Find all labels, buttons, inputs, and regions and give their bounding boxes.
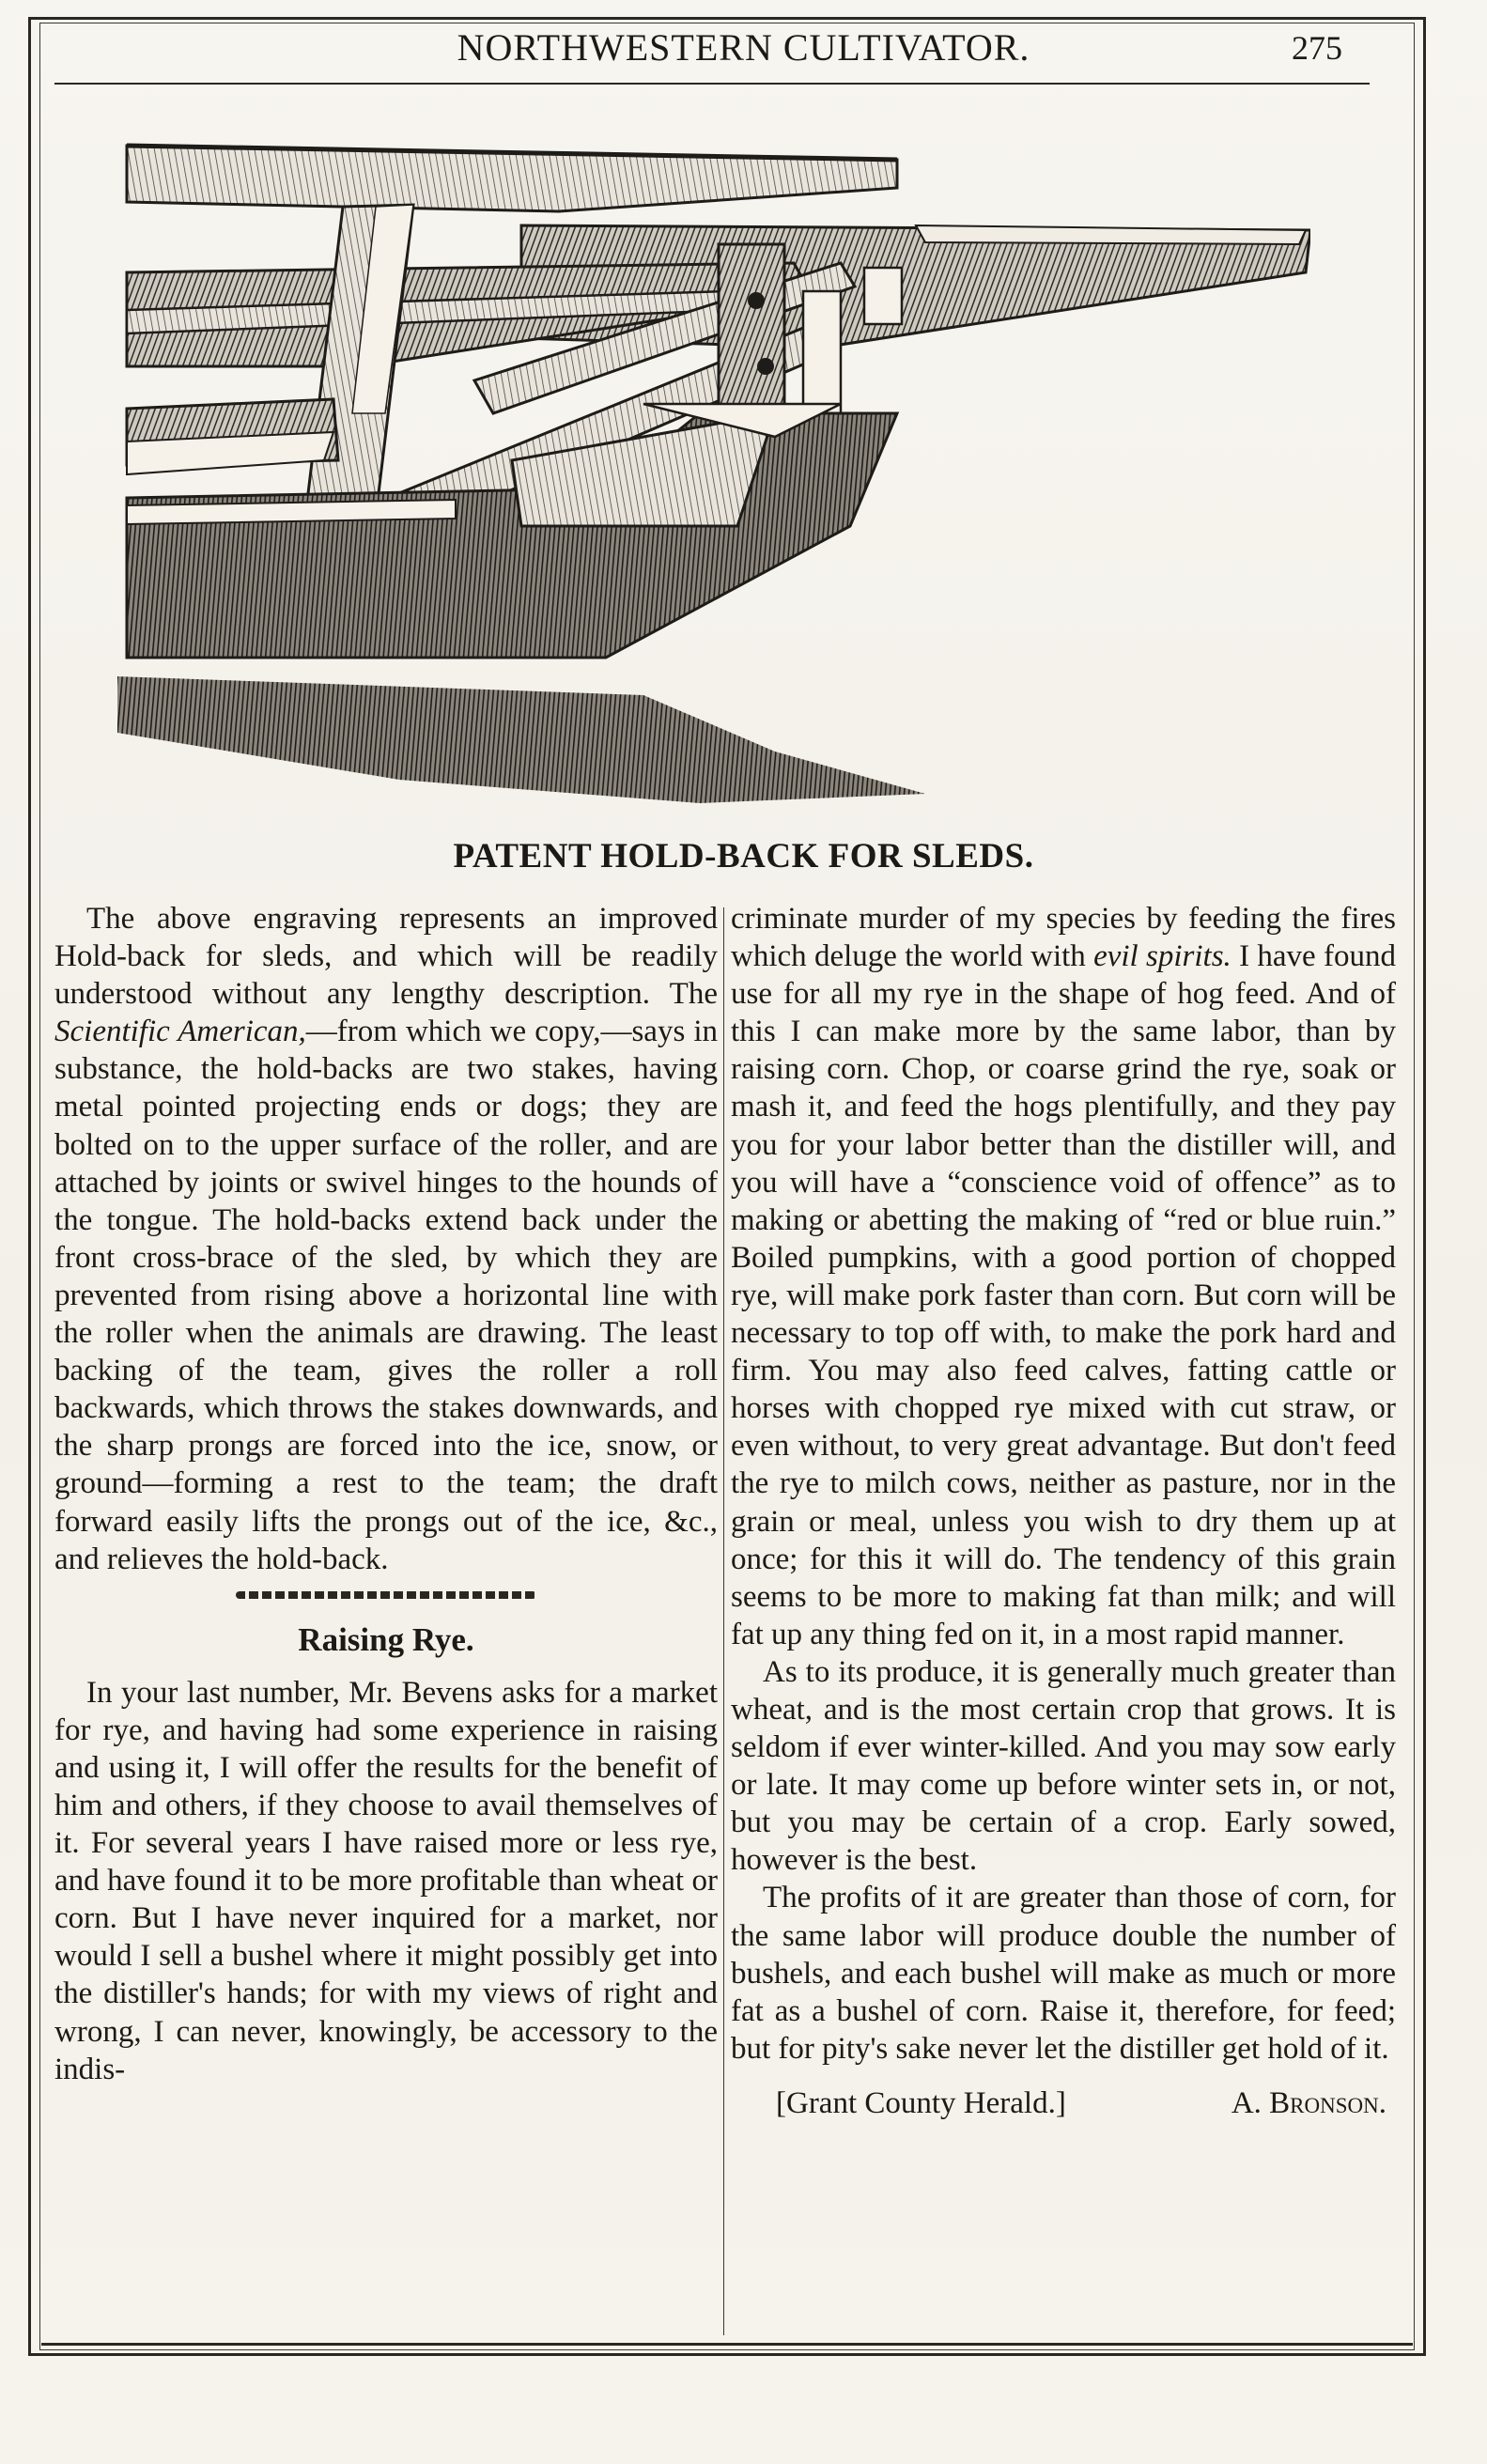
raising-rye-heading: Raising Rye. xyxy=(298,1620,474,1658)
raising-rye-paragraph-1-continued xyxy=(731,900,1396,1653)
left-column xyxy=(54,900,718,2088)
article-signature xyxy=(731,2084,1396,2122)
hold-back-article-body xyxy=(54,900,718,1578)
rye-continued-text-b: I have found use for all my rye in the shape of hog feed. And of this I can make more by the same labor, than by raising corn. Chop, or coarse grind the rye, soak or mash it, and feed the hogs plentifully, and they pay you for your labor better than the distiller will, and you will have a “conscience void of offence” as to making or abetting the making of “red or blue ruin.” Boiled pumpkins, with a good portion of chopped rye, will make pork faster than corn. But corn will be necessary to top off with, to make the pork hard and firm. You may also feed calves, fatting cattle or horses with chopped rye mixed with cut straw, or even without, to very great advantage. But don't feed the rye to milch cows, neither as pasture, nor in the grain or meal, unless you wish to dry them up at once; for this it will do. The tendency of this grain seems to be more to making fat than milk; and will fat up any thing fed on it, in a most rapid manner. xyxy=(731,939,1396,1651)
hold-back-body-suffix: —from which we copy,—says in substance, the hold-backs are two stakes, having metal pointed projecting ends or dogs; they are bolted on to the upper surface of the roller, and are attached by joints or swivel hinges to the hounds of the tongue. The hold-backs extend back under the front cross-brace of the sled, by which they are prevented from rising above a horizontal line with the roller when the animals are drawing. The least backing of the team, gives the roller a roll backwards, which throws the stakes downwards, and the sharp prongs are forced into the ice, snow, or ground—forming a rest to the team; the draft forward easily lifts the prongs out of the ice, &c., and relieves the hold-back. xyxy=(54,1015,718,1576)
section-wavy-rule xyxy=(236,1591,536,1599)
engraving-caption: PATENT HOLD-BACK FOR SLEDS. xyxy=(453,837,1034,876)
hold-back-body-source-title: Scientific American, xyxy=(54,1015,306,1049)
sled-hold-back-engraving-icon xyxy=(117,132,1310,827)
rye-continued-text-a: criminate murder of my species by feeding the fires which deluge the world with xyxy=(731,902,1396,974)
column-divider xyxy=(723,907,724,2335)
page-number: 275 xyxy=(1292,29,1342,67)
raising-rye-paragraph-1-left: In your last number, Mr. Bevens asks for a market for rye, and having had some experience in raising and using it, I will offer the results for the benefit of him and others, if they choose to avail themselves of it. For several years I have raised more or less rye, and have found it to be more profitable than wheat or corn. But I have never inquired for a market, nor would I sell a bushel where it might possibly get into the distiller's hands; for with my views of right and wrong, I can never, knowingly, be accessory to the indis- xyxy=(54,1675,718,2086)
bottom-rule xyxy=(41,2343,1413,2346)
source-credit: [Grant County Herald.] xyxy=(776,2085,1066,2120)
right-column xyxy=(731,900,1396,2122)
hold-back-body-prefix: The above engraving represents an improved Hold-back for sleds, and which will be readily understood without any lengthy description. The xyxy=(54,902,718,1012)
rye-evil-spirits-emphasis: evil spirits. xyxy=(1093,939,1231,974)
raising-rye-paragraph-2: As to its produce, it is generally much greater than wheat, and is the most certain crop that grows. It is seldom if ever winter-killed. And you may sow early or late. It may come up before winter sets in, or not, but you may be certain of a crop. Early sowed, however is the best. xyxy=(731,1654,1396,1878)
raising-rye-paragraph-3: The profits of it are greater than those of corn, for the same labor will produce double the number of bushels, and each bushel will make as much or more fat as a bushel of corn. Raise it, therefore, for feed; but for pity's sake never let the distiller get hold of it. xyxy=(731,1881,1396,2066)
running-header-title: NORTHWESTERN CULTIVATOR. xyxy=(457,26,1030,69)
author-name: A. Bronson. xyxy=(1231,2085,1386,2120)
header-rule xyxy=(54,83,1370,85)
